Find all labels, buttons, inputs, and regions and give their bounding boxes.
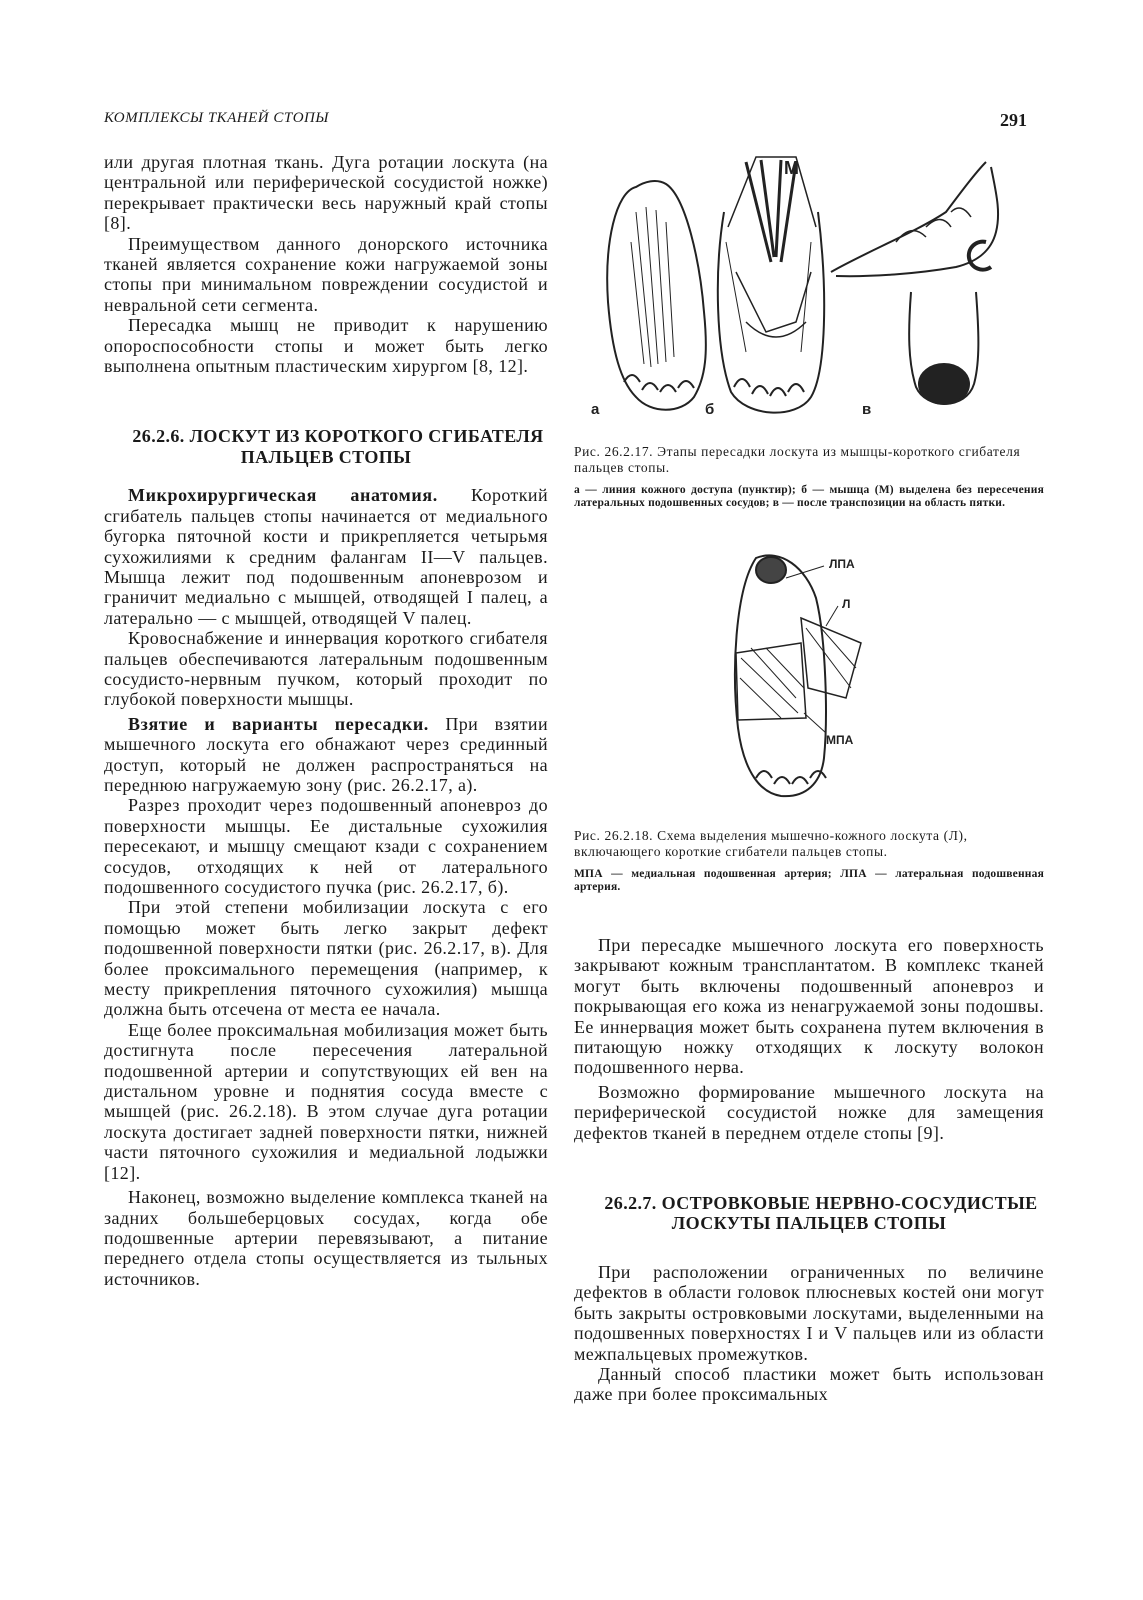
figure-label-mpa: МПА xyxy=(826,733,854,747)
page-number: 291 xyxy=(1000,110,1027,130)
paragraph: Кровоснабжение и иннервация короткого сгибателя пальцев обеспечиваются латеральным подошвенным сосудисто-нервным пучком, который проходит по глубокой поверхности мышцы. xyxy=(104,628,548,710)
right-column xyxy=(574,935,1044,1405)
figure-label-l: Л xyxy=(842,597,851,611)
paragraph: Преимуществом данного донорского источника тканей является сохранение кожи нагружаемой зоны стопы при минимальном повреждении сосудистой и невральной сети сегмента. xyxy=(104,233,548,315)
paragraph: При пересадке мышечного лоскута его поверхность закрывают кожным трансплантатом. В комплекс тканей могут быть включены подошвенный апоневроз и покрывающая его кожа из ненагружаемой зоны подошвы. Ее иннервация может быть сохранена путем включения в питающую ножку отходящих к лоскуту волокон подошвенного нерва. xyxy=(574,935,1044,1078)
figure-caption: Рис. 26.2.18. Схема выделения мышечно-кожного лоскута (Л), включающего короткие сгибатели пальцев стопы. xyxy=(574,828,968,859)
figure-26-2-18 xyxy=(726,548,916,798)
figure-label-a: а xyxy=(591,401,600,418)
figure-legend: а — линия кожного доступа (пунктир); б — мышца (М) выделена без пересечения латеральных подошвенных сосудов; в — после транспозиции на область пятки. xyxy=(574,484,1044,509)
paragraph: При этой степени мобилизации лоскута с его помощью может быть легко закрыт дефект подошвенной поверхности пятки (рис. 26.2.17, в). Для более проксимального перемещения (например, к месту прикрепления пяточного сухожилия) мышца должна быть отсечена от места ее начала. xyxy=(104,897,548,1020)
left-column xyxy=(104,152,548,1289)
paragraph-text: При взятии мышечного лоскута его обнажают через срединный доступ, который не должен распространяться на переднюю нагружаемую зону (рис. 26.2.17, а). xyxy=(104,713,548,795)
paragraph: Данный способ пластики может быть использован даже при более проксимальных xyxy=(574,1363,1044,1405)
figure-label-lpa: ЛПА xyxy=(829,557,855,571)
figure-label-m: М xyxy=(784,158,799,178)
paragraph xyxy=(104,485,548,628)
paragraph xyxy=(104,714,548,796)
section-heading: 26.2.6. ЛОСКУТ ИЗ КОРОТКОГО СГИБАТЕЛЯ ПАЛЬЦЕВ СТОПЫ xyxy=(132,426,544,467)
figure-26-2-17 xyxy=(591,152,1046,424)
paragraph: Пересадка мышц не приводит к нарушению опороспособности стопы и может быть легко выполнена опытным пластическим хирургом [8, 12]. xyxy=(104,315,548,377)
figure-legend: МПА — медиальная подошвенная артерия; ЛПА — латеральная подошвенная артерия. xyxy=(574,868,1044,893)
running-title: КОМПЛЕКСЫ ТКАНЕЙ СТОПЫ xyxy=(104,110,329,126)
figure-label-v: в xyxy=(862,401,872,418)
figure-label-b: б xyxy=(705,401,715,418)
paragraph: Наконец, возможно выделение комплекса тканей на задних большеберцовых сосудах, когда обе подошвенные артерии перевязывают, а питание переднего отдела стопы осуществляется из тыльных источников. xyxy=(104,1187,548,1289)
figure-26-2-17-caption xyxy=(574,444,1044,509)
paragraph: Возможно формирование мышечного лоскута на периферической сосудистой ножке для замещения дефектов тканей в переднем отделе стопы [9]. xyxy=(574,1081,1044,1143)
paragraph: или другая плотная ткань. Дуга ротации лоскута (на центральной или периферической сосудистой ножке) перекрывает практически весь наружный край стопы [8]. xyxy=(104,152,548,234)
run-in-heading: Взятие и варианты пересадки. xyxy=(128,713,429,734)
paragraph: Еще более проксимальная мобилизация может быть достигнута после пересечения латеральной подошвенной артерии и сопутствующих ей вен на дистальном уровне и поднятия сосуда вместе с мышцей (рис. 26.2.18). В этом случае дуга ротации лоскута достигает задней поверхности пятки, нижней части пяточного сухожилия и медиальной лодыжки [12]. xyxy=(104,1019,548,1183)
paragraph: Разрез проходит через подошвенный апоневроз до поверхности мышцы. Ее дистальные сухожилия пересекают, и мышцу смещают кзади с сохранением сосудов, отходящих к ней от латерального подошвенного сосудистого пучка (рис. 26.2.17, б). xyxy=(104,795,548,897)
run-in-heading: Микрохирургическая анатомия. xyxy=(128,485,438,506)
paragraph-text: Короткий сгибатель пальцев стопы начинается от медиального бугорка пяточной кости и прикрепляется четырьмя сухожилиями к средним фалангам II—V пальцев. Мышца лежит под подошвенным апоневрозом и граничит медиально с мышцей, отводящей I палец, а латерально — с мышцей, отводящей V палец. xyxy=(104,485,548,628)
section-heading: 26.2.7. ОСТРОВКОВЫЕ НЕРВНО-СОСУДИСТЫЕ ЛОСКУТЫ ПАЛЬЦЕВ СТОПЫ xyxy=(604,1193,1038,1234)
figure-26-2-18-caption xyxy=(574,828,1044,893)
paragraph: При расположении ограниченных по величине дефектов в области головок плюсневых костей они могут быть закрыты островковыми лоскутами, выделенными на подошвенных поверхностях I и V пальцев или из области межпальцевых промежутков. xyxy=(574,1261,1044,1364)
figure-caption: Рис. 26.2.17. Этапы пересадки лоскута из мышцы-короткого сгибателя пальцев стопы. xyxy=(574,444,1021,475)
